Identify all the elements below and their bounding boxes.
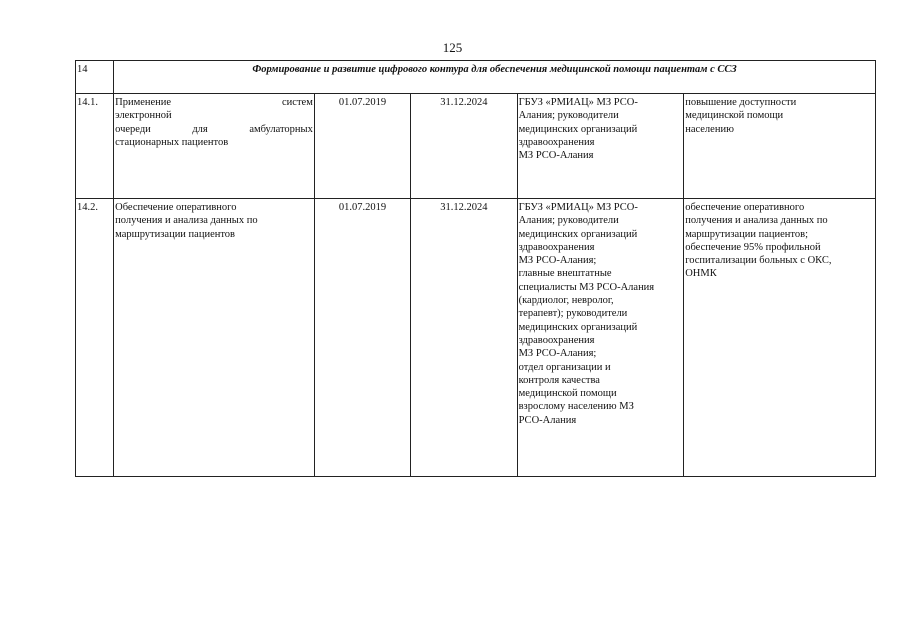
- start-date: 01.07.2019: [314, 94, 410, 199]
- activity-line: Применение систем: [115, 97, 313, 108]
- activity-line: стационарных пациентов: [115, 136, 229, 148]
- activity-line: очереди для амбулаторных: [115, 123, 313, 135]
- row-number: 14.2.: [76, 199, 114, 477]
- row-number: 14.1.: [76, 94, 114, 199]
- result-cell: обеспечение оперативного получения и анализа данных по маршрутизации пациентов; обеспечение 95% профильной госпитализации больных с ОКС, ОНМК: [684, 199, 876, 477]
- section-number: 14: [76, 61, 114, 94]
- activity-line: электронной: [115, 110, 172, 122]
- end-date: 31.12.2024: [411, 199, 517, 477]
- responsible-cell: ГБУЗ «РМИАЦ» МЗ РСО- Алания; руководители медицинских организаций здравоохранения МЗ РСО-Алания; главные внештатные специалисты МЗ РСО-Алания (кардиолог, невролог, терапевт); руководители медицинских организаций здравоохранения МЗ РСО-Алания; отдел организации и контроля качества медицинской помощи взрослому населению МЗ РСО-Алания: [517, 199, 684, 477]
- end-date: 31.12.2024: [411, 94, 517, 199]
- section-row: [76, 61, 876, 94]
- start-date: 01.07.2019: [314, 199, 410, 477]
- measures-table: [75, 60, 876, 477]
- responsible-cell: ГБУЗ «РМИАЦ» МЗ РСО- Алания; руководители медицинских организаций здравоохранения МЗ РСО-Алания: [517, 94, 684, 199]
- activity-cell: Обеспечение оперативного получения и анализа данных по маршрутизации пациентов: [114, 199, 315, 477]
- page-number: 125: [442, 40, 463, 55]
- result-cell: повышение доступности медицинской помощи населению: [684, 94, 876, 199]
- activity-cell: [114, 94, 315, 199]
- section-title: Формирование и развитие цифрового контура для обеспечения медицинской помощи пациентам с ССЗ: [114, 61, 876, 94]
- table-row: [76, 94, 876, 199]
- table-row: [76, 199, 876, 477]
